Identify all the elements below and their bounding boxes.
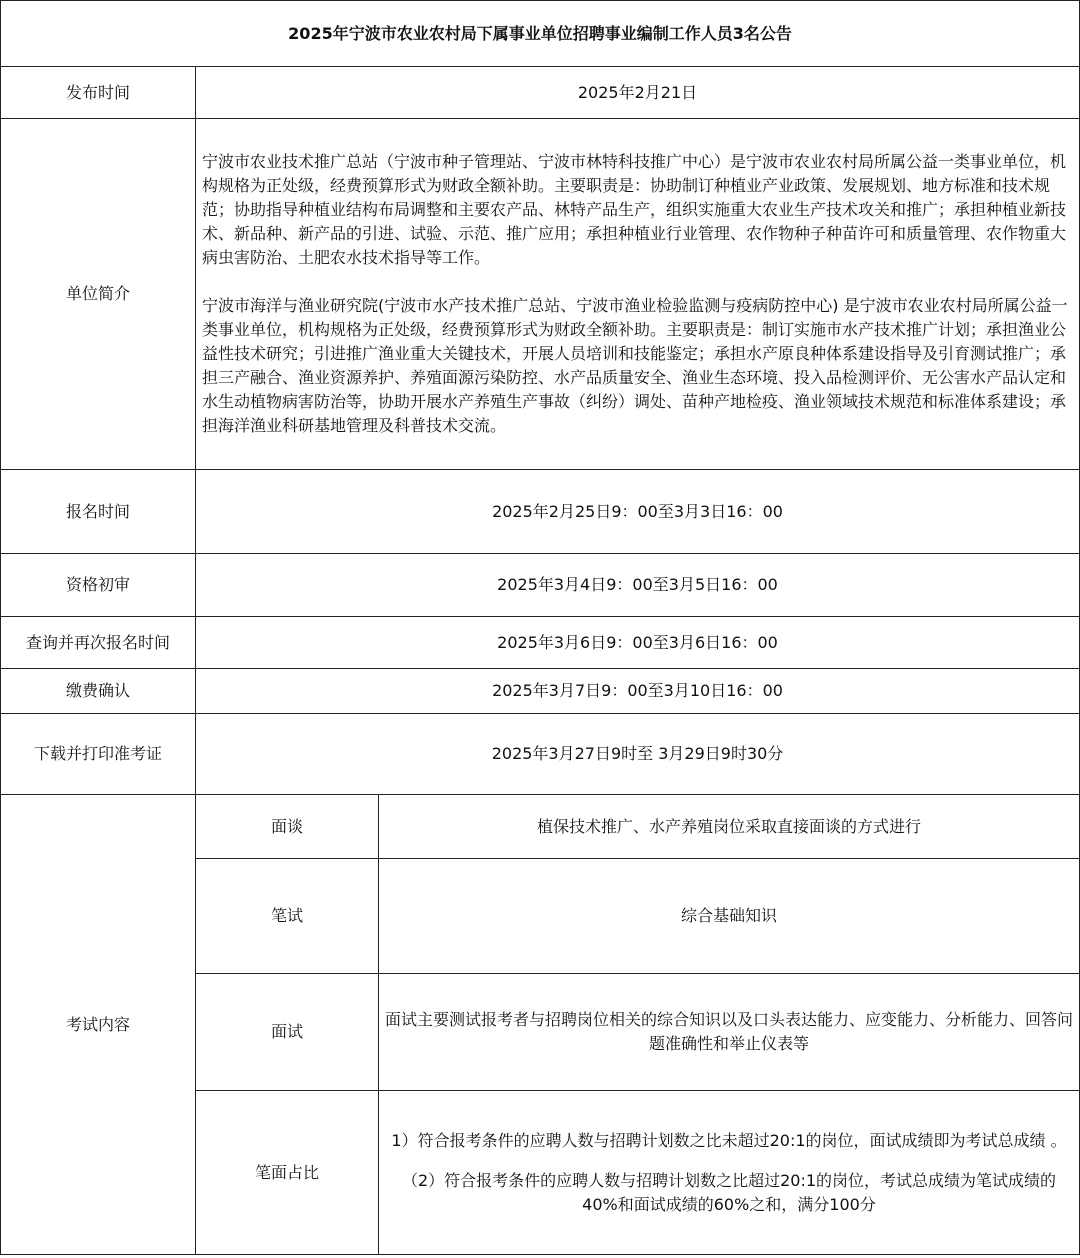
exam-row-interview-talk	[1, 795, 1080, 859]
schedule-row-admission-ticket	[1, 714, 1080, 795]
schedule-label: 资格初审	[1, 554, 196, 617]
exam-sub-label: 面谈	[196, 795, 379, 859]
intro-label: 单位简介	[1, 119, 196, 470]
publish-row	[1, 67, 1080, 119]
exam-sub-value: 综合基础知识	[379, 859, 1080, 974]
intro-paragraph-2: 宁波市海洋与渔业研究院(宁波市水产技术推广总站、宁波市渔业检验监测与疫病防控中心) 是宁波市农业农村局所属公益一类事业单位，机构规格为正处级，经费预算形式为财政全额补助。主要职责是：制订实施市水产技术推广计划；承担渔业公益性技术研究；引进推广渔业重大关键技术，开展人员培训和技能鉴定；承担水产原良种体系建设指导及引育测试推广；承担三产融合、渔业资源养护、养殖面源污染防控、水产品质量安全、渔业生态环境、投入品检测评价、无公害水产品认定和水生动植物病害防治等，协助开展水产养殖生产事故（纠纷）调处、苗种产地检疫、渔业领域技术规范和标准体系建设；承担海洋渔业科研基地管理及科普技术交流。	[202, 296, 1068, 435]
intro-text	[196, 119, 1080, 470]
intro-row	[1, 119, 1080, 470]
schedule-label: 下载并打印准考证	[1, 714, 196, 795]
schedule-row-review	[1, 554, 1080, 617]
schedule-label: 缴费确认	[1, 669, 196, 714]
schedule-value: 2025年3月27日9时至 3月29日9时30分	[196, 714, 1080, 795]
ratio-item-2: （2）符合报考条件的应聘人数与招聘计划数之比超过20:1的岗位，考试总成绩为笔试成绩的40%和面试成绩的60%之和，满分100分	[401, 1170, 1057, 1214]
schedule-label: 查询并再次报名时间	[1, 617, 196, 669]
schedule-row-payment	[1, 669, 1080, 714]
exam-sub-value: 植保技术推广、水产养殖岗位采取直接面谈的方式进行	[379, 795, 1080, 859]
publish-value: 2025年2月21日	[196, 67, 1080, 119]
schedule-row-requery	[1, 617, 1080, 669]
ratio-label: 笔面占比	[196, 1091, 379, 1255]
exam-sub-label: 面试	[196, 974, 379, 1091]
ratio-item-1: 1）符合报考条件的应聘人数与招聘计划数之比未超过20:1的岗位，面试成绩即为考试总成绩 。	[391, 1130, 1067, 1150]
exam-sub-label: 笔试	[196, 859, 379, 974]
schedule-value: 2025年2月25日9：00至3月3日16：00	[196, 470, 1080, 554]
exam-sub-value: 面试主要测试报考者与招聘岗位相关的综合知识以及口头表达能力、应变能力、分析能力、回答问题准确性和举止仪表等	[379, 974, 1080, 1091]
intro-paragraph-1: 宁波市农业技术推广总站（宁波市种子管理站、宁波市林特科技推广中心）是宁波市农业农村局所属公益一类事业单位，机构规格为正处级，经费预算形式为财政全额补助。主要职责是：协助制订种植业产业政策、发展规划、地方标准和技术规范；协助指导种植业结构布局调整和主要农产品、林特产品生产，组织实施重大农业生产技术攻关和推广；承担种植业新技术、新品种、新产品的引进、试验、示范、推广应用；承担种植业行业管理、农作物种子种苗许可和质量管理、农作物重大病虫害防治、土肥农水技术指导等工作。	[202, 152, 1067, 267]
schedule-label: 报名时间	[1, 470, 196, 554]
page-title: 2025年宁波市农业农村局下属事业单位招聘事业编制工作人员3名公告	[1, 1, 1080, 67]
publish-label: 发布时间	[1, 67, 196, 119]
schedule-value: 2025年3月6日9：00至3月6日16：00	[196, 617, 1080, 669]
schedule-value: 2025年3月4日9：00至3月5日16：00	[196, 554, 1080, 617]
schedule-value: 2025年3月7日9：00至3月10日16：00	[196, 669, 1080, 714]
title-row	[1, 1, 1080, 67]
schedule-row-registration	[1, 470, 1080, 554]
exam-label: 考试内容	[1, 795, 196, 1255]
ratio-value	[379, 1091, 1080, 1255]
